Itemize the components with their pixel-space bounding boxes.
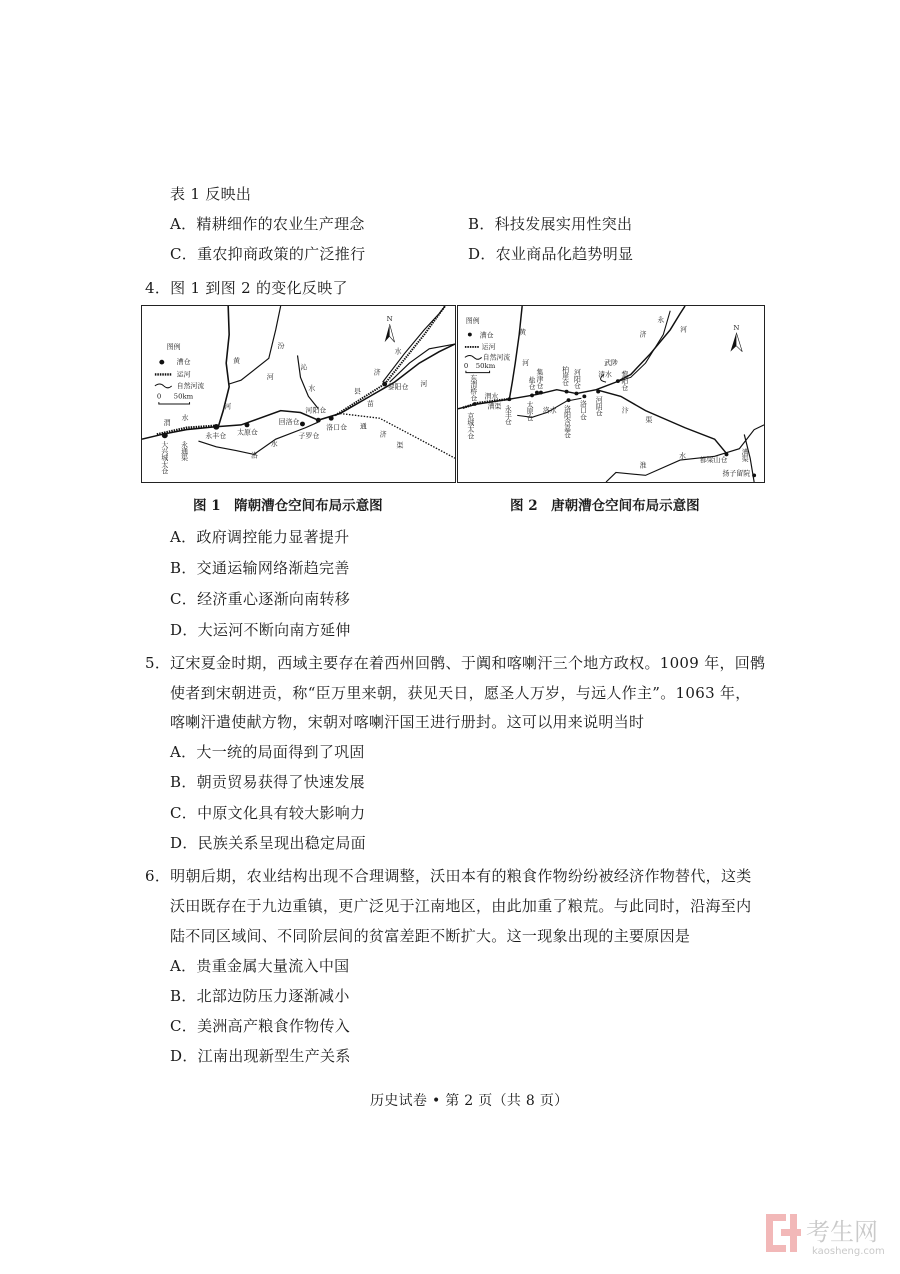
svg-text:河: 河: [680, 325, 687, 334]
svg-text:汾: 汾: [277, 341, 285, 350]
q4-stem: 4．图 1 到图 2 的变化反映了: [145, 279, 348, 297]
svg-text:漕仓: 漕仓: [479, 331, 494, 340]
svg-text:渭: 渭: [163, 419, 171, 427]
q6-option-a: A．贵重金属大量流入中国: [170, 957, 350, 975]
q3-option-c: C．重农抑商政策的广泛推行: [170, 245, 366, 263]
svg-text:太原仓: 太原仓: [524, 401, 534, 422]
svg-text:武陟: 武陟: [604, 359, 618, 367]
q3-stem: 表 1 反映出: [170, 185, 252, 203]
q5-option-b: B．朝贡贸易获得了快速发展: [170, 773, 365, 791]
q6-option-c: C．美洲高产粮食作物传入: [170, 1017, 351, 1035]
q4-option-b: B．交通运输网络渐趋完善: [170, 559, 350, 577]
q6-stem-line-2: 沃田既存在于九边重镇，更广泛见于江南地区，由此加重了粮荒。与此同时，沿海至内: [170, 897, 752, 915]
svg-text:0: 0: [463, 361, 469, 370]
svg-text:河阳仓: 河阳仓: [305, 406, 327, 415]
svg-text:自然河流: 自然河流: [482, 353, 511, 362]
svg-text:N: N: [733, 323, 740, 332]
svg-text:集津仓: 集津仓: [534, 368, 544, 389]
svg-text:渠: 渠: [645, 416, 653, 425]
q5-stem-line-1: 5．辽宋夏金时期，西域主要存在着西州回鹘、于阗和喀喇汗三个地方政权。1009 年，回鹘: [145, 654, 766, 672]
svg-text:黎阳仓: 黎阳仓: [387, 382, 409, 391]
svg-text:通: 通: [359, 422, 367, 431]
q3-option-a: A．精耕细作的农业生产理念: [170, 215, 365, 233]
svg-text:渭水: 渭水: [484, 392, 499, 401]
svg-text:大兴城太仓: 大兴城太仓: [159, 441, 168, 475]
svg-text:清水: 清水: [598, 370, 612, 379]
svg-text:运河: 运河: [481, 342, 496, 351]
figure-1-caption: 图 1 隋朝漕仓空间布局示意图: [193, 498, 383, 514]
svg-text:考生网: 考生网: [806, 1218, 878, 1246]
svg-text:回洛仓: 回洛仓: [278, 418, 300, 426]
svg-text:柏崖仓: 柏崖仓: [560, 365, 569, 386]
q5-option-d: D．民族关系呈现出稳定局面: [170, 834, 366, 852]
figure-2-caption: 图 2 唐朝漕仓空间布局示意图: [510, 498, 700, 514]
svg-text:汴: 汴: [621, 406, 629, 415]
svg-text:漕仓: 漕仓: [176, 358, 191, 366]
svg-text:河: 河: [224, 402, 232, 411]
svg-text:洛: 洛: [250, 451, 258, 460]
svg-text:水: 水: [270, 439, 278, 448]
svg-text:沁: 沁: [300, 363, 308, 372]
svg-text:永通渠: 永通渠: [179, 441, 188, 462]
page-footer: 历史试卷 • 第 2 页（共 8 页）: [370, 1093, 569, 1109]
svg-text:N: N: [386, 315, 393, 324]
svg-text:洛水: 洛水: [542, 406, 557, 415]
svg-text:永丰仓: 永丰仓: [503, 404, 512, 425]
q6-stem-line-3: 陆不同区域间、不同阶层间的贫富差距不断扩大。这一现象出现的主要原因是: [170, 927, 691, 945]
q4-option-c: C．经济重心逐渐向南转移: [170, 590, 351, 608]
svg-text:50km: 50km: [173, 392, 194, 401]
q6-option-d: D．江南出现新型生产关系: [170, 1047, 351, 1065]
svg-text:黎阳仓: 黎阳仓: [619, 370, 628, 391]
svg-text:水: 水: [308, 384, 316, 393]
svg-text:苗: 苗: [366, 400, 374, 408]
svg-text:盐仓: 盐仓: [526, 376, 536, 390]
svg-text:50km: 50km: [475, 361, 496, 370]
svg-text:永: 永: [657, 316, 665, 325]
q6-stem-line-1: 6．明朝后期，农业结构出现不合理调整，沃田本有的粮食作物纷纷被经济作物替代，这类: [145, 867, 752, 885]
q3-option-d: D．农业商品化趋势明显: [468, 245, 634, 263]
q3-option-b: B．科技发展实用性突出: [468, 215, 633, 233]
svg-text:水: 水: [181, 414, 189, 423]
svg-text:自然河流: 自然河流: [176, 381, 205, 390]
svg-text:子罗仓: 子罗仓: [298, 432, 320, 441]
svg-text:济: 济: [373, 368, 381, 377]
kaosheng-watermark-logo: [766, 1208, 886, 1258]
svg-text:kaosheng.com: kaosheng.com: [812, 1246, 885, 1257]
svg-text:河阳仓: 河阳仓: [572, 368, 581, 389]
svg-text:漕渠: 漕渠: [740, 448, 749, 463]
svg-text:都梁山仓: 都梁山仓: [699, 456, 728, 464]
figure-2-tang-map: [457, 305, 765, 483]
svg-text:扬子留院: 扬子留院: [722, 469, 751, 478]
q5-stem-line-3: 喀喇汗遣使献方物，宋朝对喀喇汗国王进行册封。这可以用来说明当时: [170, 713, 645, 731]
svg-text:济: 济: [639, 330, 647, 339]
svg-text:淮: 淮: [639, 461, 647, 470]
map1-labels: [160, 341, 428, 475]
map2-legend: [464, 316, 742, 372]
map2-labels: [463, 315, 751, 478]
q5-option-a: A．大一统的局面得到了巩固: [170, 743, 365, 761]
svg-text:黄: 黄: [519, 328, 527, 337]
q5-stem-line-2: 使者到宋朝进贡，称“臣万里来朝，获见天日，愿圣人万岁，与远人作主”。1063 年，: [170, 684, 751, 702]
svg-text:洛口仓: 洛口仓: [326, 423, 347, 432]
svg-text:漕渠: 漕渠: [487, 402, 502, 411]
svg-text:图例: 图例: [465, 317, 480, 326]
q4-option-d: D．大运河不断向南方延伸: [170, 621, 351, 639]
svg-text:水: 水: [679, 452, 686, 461]
svg-text:洛口仓: 洛口仓: [578, 400, 587, 421]
q4-option-a: A．政府调控能力显著提升: [170, 528, 350, 546]
svg-text:永丰仓: 永丰仓: [205, 432, 227, 441]
svg-text:洛阳含嘉仓: 洛阳含嘉仓: [562, 404, 571, 439]
svg-text:河: 河: [420, 380, 428, 388]
svg-text:渠: 渠: [396, 441, 404, 450]
svg-text:运河: 运河: [176, 370, 191, 379]
figure-1-sui-map: [141, 305, 456, 483]
svg-text:水: 水: [394, 347, 402, 356]
q5-option-c: C．中原文化具有较大影响力: [170, 804, 366, 822]
q6-option-b: B．北部边防压力逐渐减小: [170, 987, 350, 1005]
svg-text:太原仓: 太原仓: [237, 428, 258, 437]
svg-text:图例: 图例: [166, 342, 181, 351]
svg-text:济: 济: [379, 430, 387, 439]
svg-text:河阴仓: 河阴仓: [594, 396, 603, 417]
svg-text:河: 河: [522, 359, 530, 367]
svg-text:黄: 黄: [233, 357, 241, 366]
svg-text:0: 0: [156, 392, 162, 401]
svg-text:京城太仓: 京城太仓: [465, 412, 474, 440]
svg-text:东渭桥仓: 东渭桥仓: [468, 374, 477, 402]
svg-text:县: 县: [353, 387, 361, 396]
svg-text:河: 河: [266, 373, 274, 382]
